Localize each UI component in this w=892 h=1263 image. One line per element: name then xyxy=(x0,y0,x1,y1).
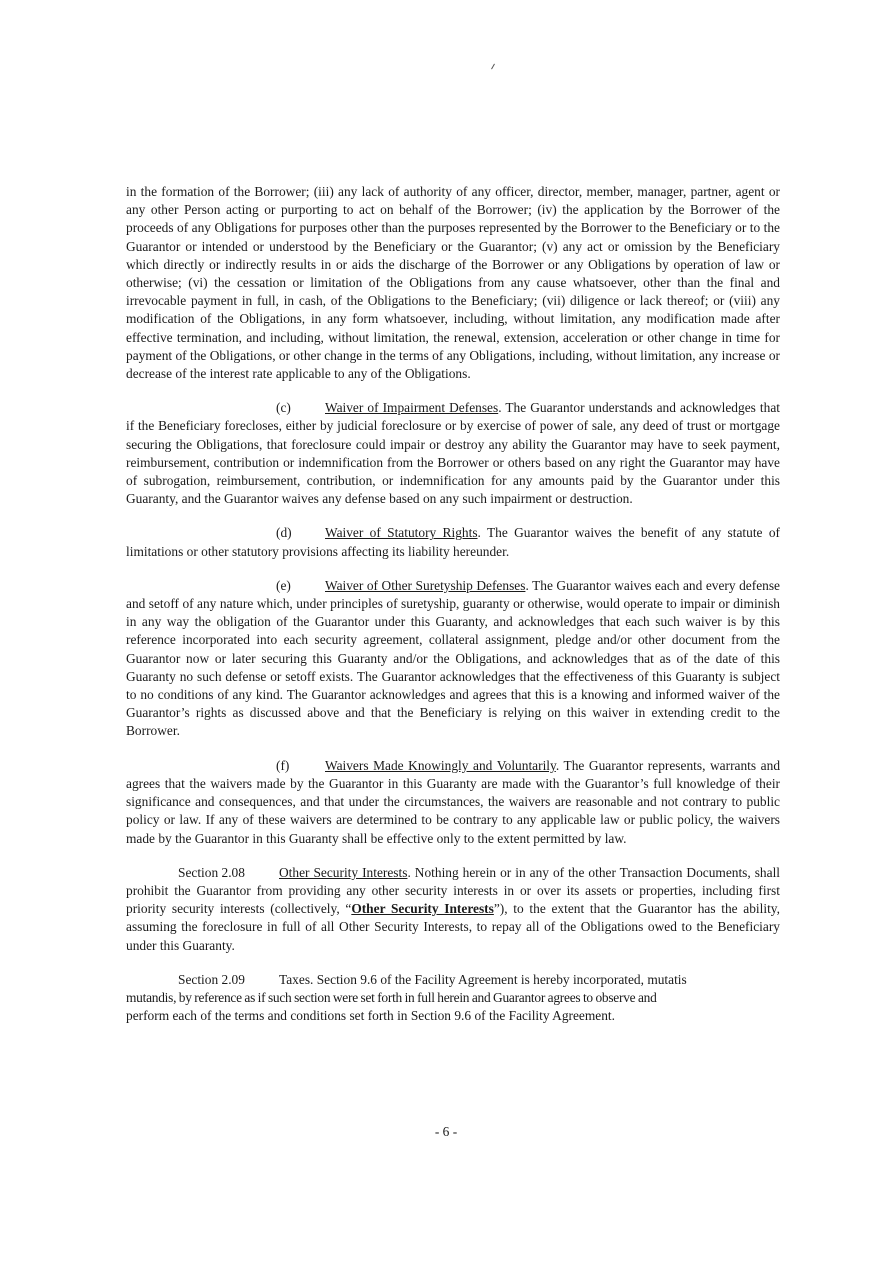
subsection-f xyxy=(126,757,780,848)
section-2-09-line-3: perform each of the terms and conditions set forth in Section 9.6 of the Facility Agreement. xyxy=(126,1008,615,1024)
subsection-e-label: (e) xyxy=(276,577,291,593)
section-2-09-line-1-text: Taxes. Section 9.6 of the Facility Agreement is hereby incorporated, mutatis xyxy=(279,971,687,987)
section-2-08 xyxy=(126,864,780,955)
subsection-e xyxy=(126,577,780,741)
section-2-09 xyxy=(126,971,780,1026)
subsection-e-heading: Waiver of Other Suretyship Defenses xyxy=(325,577,526,593)
subsection-d-label: (d) xyxy=(276,525,292,541)
subsection-f-heading: Waivers Made Knowingly and Voluntarily xyxy=(325,757,556,773)
subsection-d-heading: Waiver of Statutory Rights xyxy=(325,525,478,541)
scan-mark xyxy=(491,64,495,70)
section-2-08-body-before: . Nothing herein or in any of the other Transaction Documents, shall prohibit the Guarantor from providing any other security interests in or over its assets or properties, including first priority security interests (collectively, “ xyxy=(126,864,781,917)
section-2-08-heading: Other Security Interests xyxy=(279,864,408,880)
section-2-08-body-after: ”), to the extent that the Guarantor has the ability, assuming the foreclosure in full of all Other Security Interests, to repay all of the Obligations owed to the Beneficiary under this Guaranty. xyxy=(126,901,780,953)
defined-term-other-security-interests: Other Security Interests xyxy=(351,901,494,917)
subsection-c-body: . The Guarantor understands and acknowledges that if the Beneficiary forecloses, either by judicial foreclosure or by exercise of power of sale, any deed of trust or mortgage securing the Obligations, that foreclosure could impair or destroy any ability the Guarantor may have to seek payment, reimbursement, contribution or indemnification from the Borrower or others based on any right the Guarantor may have of subrogation, reimbursement, contribution, or indemnification for any amounts paid by the Guarantor under this Guaranty, and the Guarantor waives any defense based on any such impairment or destruction. xyxy=(126,400,780,507)
subsection-d xyxy=(126,524,780,560)
page-number: - 6 - xyxy=(434,1124,458,1139)
page-body xyxy=(126,183,780,1041)
subsection-e-body: . The Guarantor waives each and every defense and setoff of any nature which, under principles of suretyship, guaranty or otherwise, would operate to impair or diminish in any way the obligation of the Guarantor under this Guaranty, and acknowledges that each such waiver is by this reference incorporated into each security agreement, collateral assignment, pledge and/or other document from the Guarantor now or later securing this Guaranty and/or the Obligations, and acknowledges that as of the date of this Guaranty no such defense or setoff exists. The Guarantor acknowledges that the effectiveness of this Guaranty is subject to no conditions of any kind. The Guarantor acknowledges and agrees that this is a knowing and informed waiver of the Guarantor’s rights as discussed above and that the Beneficiary is relying on this waiver in extending credit to the Borrower. xyxy=(126,577,780,739)
subsection-d-body: . The Guarantor waives the benefit of any statute of limitations or other statutory provisions affecting its liability hereunder. xyxy=(126,525,780,559)
subsection-f-body: . The Guarantor represents, warrants and agrees that the waivers made by the Guarantor in this Guaranty are made with the Guarantor’s full knowledge of their significance and consequences, and that under the circumstances, the waivers are reasonable and not contrary to public policy or law. If any of these waivers are determined to be contrary to any applicable law or public policy, the waivers made by the Guarantor in this Guaranty shall be effective only to the extent permitted by law. xyxy=(126,757,781,846)
subsection-c-heading: Waiver of Impairment Defenses xyxy=(325,400,499,416)
paragraph-continuation: in the formation of the Borrower; (iii) any lack of authority of any officer, director, member, manager, partner, agent or any other Person acting or purporting to act on behalf of the Borrower; (iv) the application by the Borrower of the proceeds of any Obligations for purposes other than the purposes represented by the Borrower to the Beneficiary or to the Guarantor or intended or understood by the Beneficiary or the Guarantor; (v) any act or omission by the Beneficiary which directly or indirectly results in or aids the discharge of the Borrower or any Obligations by operation of law or otherwise; (vi) the cessation or limitation of the Obligations from any cause whatsoever, other than the final and irrevocable payment in full, in cash, of the Obligations to the Beneficiary; (vii) diligence or lack thereof; or (viii) any modification of the Obligations, in any form whatsoever, including, without limitation, any modification made after effective termination, and including, without limitation, the renewal, extension, acceleration or other change in time for payment of the Obligations, or other change in the terms of any Obligations, including, without limitation, any increase or decrease of the interest rate applicable to any of the Obligations. xyxy=(126,184,780,382)
section-2-08-number: Section 2.08 xyxy=(178,864,245,880)
subsection-f-label: (f) xyxy=(276,757,290,773)
subsection-c xyxy=(126,399,780,508)
section-2-09-line-2: mutandis, by reference as if such section were set forth in full herein and Guarantor agrees to observe and xyxy=(126,989,657,1005)
section-2-09-line-1 xyxy=(126,971,780,989)
subsection-c-label: (c) xyxy=(276,400,291,416)
section-2-09-number: Section 2.09 xyxy=(178,971,245,987)
